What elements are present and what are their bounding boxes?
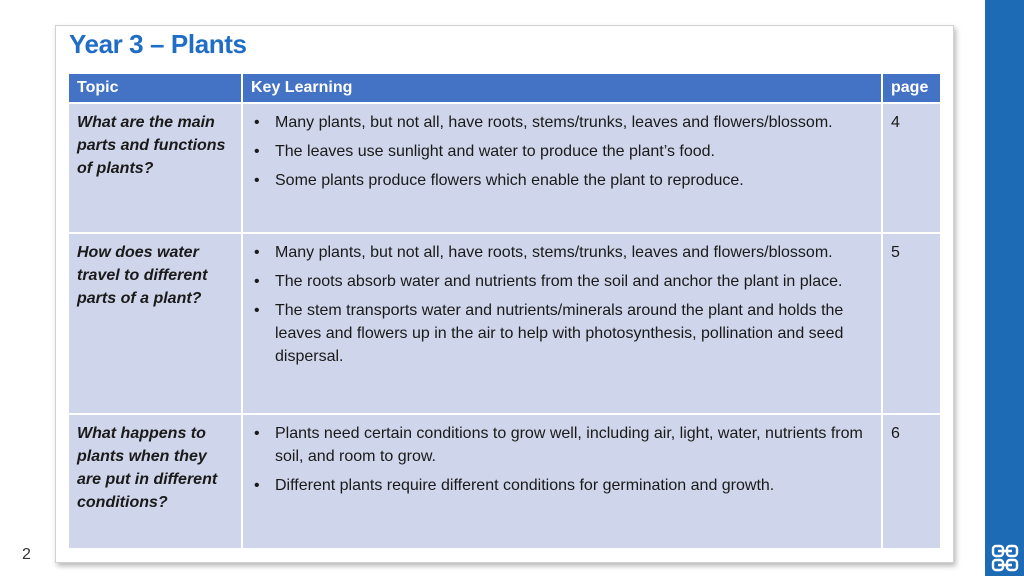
page-cell: 5 xyxy=(882,233,940,414)
header-key-learning: Key Learning xyxy=(242,74,882,103)
topic-cell: How does water travel to different parts of a plant? xyxy=(69,233,242,414)
table-row xyxy=(69,414,940,548)
learning-list xyxy=(251,422,873,497)
topic-cell: What happens to plants when they are put in different conditions? xyxy=(69,414,242,548)
learning-point: • Many plants, but not all, have roots, stems/trunks, leaves and flowers/blossom. xyxy=(251,241,873,264)
table-row xyxy=(69,233,940,414)
school-logo-icon xyxy=(990,543,1020,573)
learning-list xyxy=(251,111,873,192)
brand-sidebar xyxy=(985,0,1024,576)
page-cell: 6 xyxy=(882,414,940,548)
learning-list xyxy=(251,241,873,368)
table-row xyxy=(69,103,940,233)
slide-number: 2 xyxy=(22,546,31,563)
learning-cell xyxy=(242,233,882,414)
header-topic: Topic xyxy=(69,74,242,103)
learning-point: • The stem transports water and nutrients/minerals around the plant and holds the leaves and flowers up in the air to help with photosynthesis, pollination and seed dispersal. xyxy=(251,299,873,368)
slide-title: Year 3 – Plants xyxy=(69,29,247,59)
learning-point: • Many plants, but not all, have roots, stems/trunks, leaves and flowers/blossom. xyxy=(251,111,873,134)
learning-point: • Plants need certain conditions to grow well, including air, light, water, nutrients from soil, and room to grow. xyxy=(251,422,873,468)
header-page: page xyxy=(882,74,940,103)
page-cell: 4 xyxy=(882,103,940,233)
learning-point: • The roots absorb water and nutrients from the soil and anchor the plant in place. xyxy=(251,270,873,293)
slide-card xyxy=(55,25,954,563)
learning-cell xyxy=(242,103,882,233)
key-learning-table xyxy=(69,74,940,548)
table-header-row xyxy=(69,74,940,103)
topic-cell: What are the main parts and functions of plants? xyxy=(69,103,242,233)
learning-point: • Some plants produce flowers which enable the plant to reproduce. xyxy=(251,169,873,192)
learning-point: • The leaves use sunlight and water to produce the plant’s food. xyxy=(251,140,873,163)
learning-cell xyxy=(242,414,882,548)
learning-point: • Different plants require different conditions for germination and growth. xyxy=(251,474,873,497)
